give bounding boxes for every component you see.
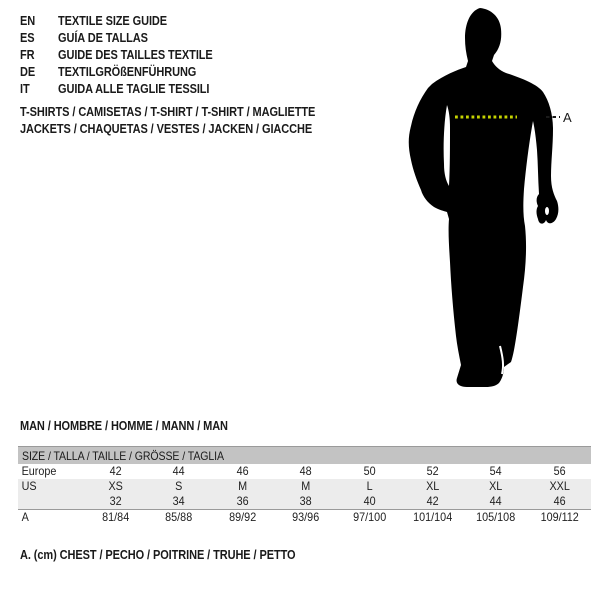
- size-cell: 50: [363, 464, 376, 478]
- section-title-text: MAN / HOMBRE / HOMME / MANN / MAN: [20, 419, 228, 433]
- size-cell: 105/108: [476, 510, 516, 524]
- row-label: Europe: [21, 464, 57, 478]
- size-cell: 36: [236, 494, 249, 508]
- size-cell: 44: [489, 494, 502, 508]
- size-cell: 42: [426, 494, 439, 508]
- measure-label-a: A: [563, 110, 572, 125]
- row-label: [18, 494, 77, 509]
- language-label: TEXTILGRÖßENFÜHRUNG: [58, 65, 197, 79]
- size-cell: 42: [109, 464, 122, 478]
- size-cell: 40: [363, 494, 376, 508]
- size-cell: 44: [173, 464, 186, 478]
- size-cell: S: [175, 479, 183, 493]
- size-cell: 46: [236, 464, 249, 478]
- size-cell: 97/100: [352, 510, 386, 524]
- table-row-chest-a: [18, 509, 591, 525]
- language-label: GUIDA ALLE TAGLIE TESSILI: [58, 82, 210, 96]
- man-silhouette: [409, 8, 559, 387]
- size-table-header: [18, 446, 591, 464]
- size-cell: M: [301, 479, 311, 493]
- table-row-europe: [18, 464, 591, 479]
- footnote-text: A. (cm) CHEST / PECHO / POITRINE / TRUHE / PETTO: [20, 548, 296, 562]
- category-line: T-SHIRTS / CAMISETAS / T-SHIRT / T-SHIRT / MAGLIETTE: [20, 105, 316, 119]
- size-cell: L: [366, 479, 373, 493]
- hand-notch: [545, 207, 549, 215]
- category-line: JACKETS / CHAQUETAS / VESTES / JACKEN / GIACCHE: [20, 122, 313, 136]
- size-table-header-text: SIZE / TALLA / TAILLE / GRÖSSE / TAGLIA: [22, 449, 224, 463]
- language-code: ES: [20, 31, 35, 45]
- size-cell: XL: [425, 479, 440, 493]
- row-label: US: [21, 479, 37, 493]
- language-label: TEXTILE SIZE GUIDE: [58, 14, 168, 28]
- size-cell: 48: [299, 464, 312, 478]
- size-cell: 93/96: [292, 510, 320, 524]
- language-label: GUIDE DES TAILLES TEXTILE: [58, 48, 213, 62]
- row-label: A: [21, 510, 29, 524]
- language-code: DE: [20, 65, 36, 79]
- table-row-us: [18, 479, 591, 494]
- size-cell: 56: [553, 464, 566, 478]
- section-title-man: [20, 418, 256, 435]
- size-cell: 38: [299, 494, 312, 508]
- size-cell: 52: [426, 464, 439, 478]
- size-cell: 89/92: [228, 510, 256, 524]
- size-cell: 34: [173, 494, 186, 508]
- size-cell: M: [237, 479, 247, 493]
- size-cell: 46: [553, 494, 566, 508]
- footnote-chest: [20, 547, 333, 564]
- size-cell: 54: [489, 464, 502, 478]
- language-code: IT: [20, 82, 30, 96]
- size-cell: 85/88: [165, 510, 193, 524]
- size-table: [18, 446, 591, 525]
- language-code: EN: [20, 14, 36, 28]
- language-label: GUÍA DE TALLAS: [58, 31, 148, 45]
- language-code: FR: [20, 48, 35, 62]
- table-row-us-numeric: [18, 494, 591, 509]
- size-cell: XL: [489, 479, 503, 493]
- size-cell: 81/84: [102, 510, 130, 524]
- size-cell: 109/112: [540, 510, 579, 524]
- size-cell: XS: [108, 479, 123, 493]
- size-cell: 32: [109, 494, 122, 508]
- size-cell: XXL: [549, 479, 570, 493]
- size-cell: 101/104: [413, 510, 453, 524]
